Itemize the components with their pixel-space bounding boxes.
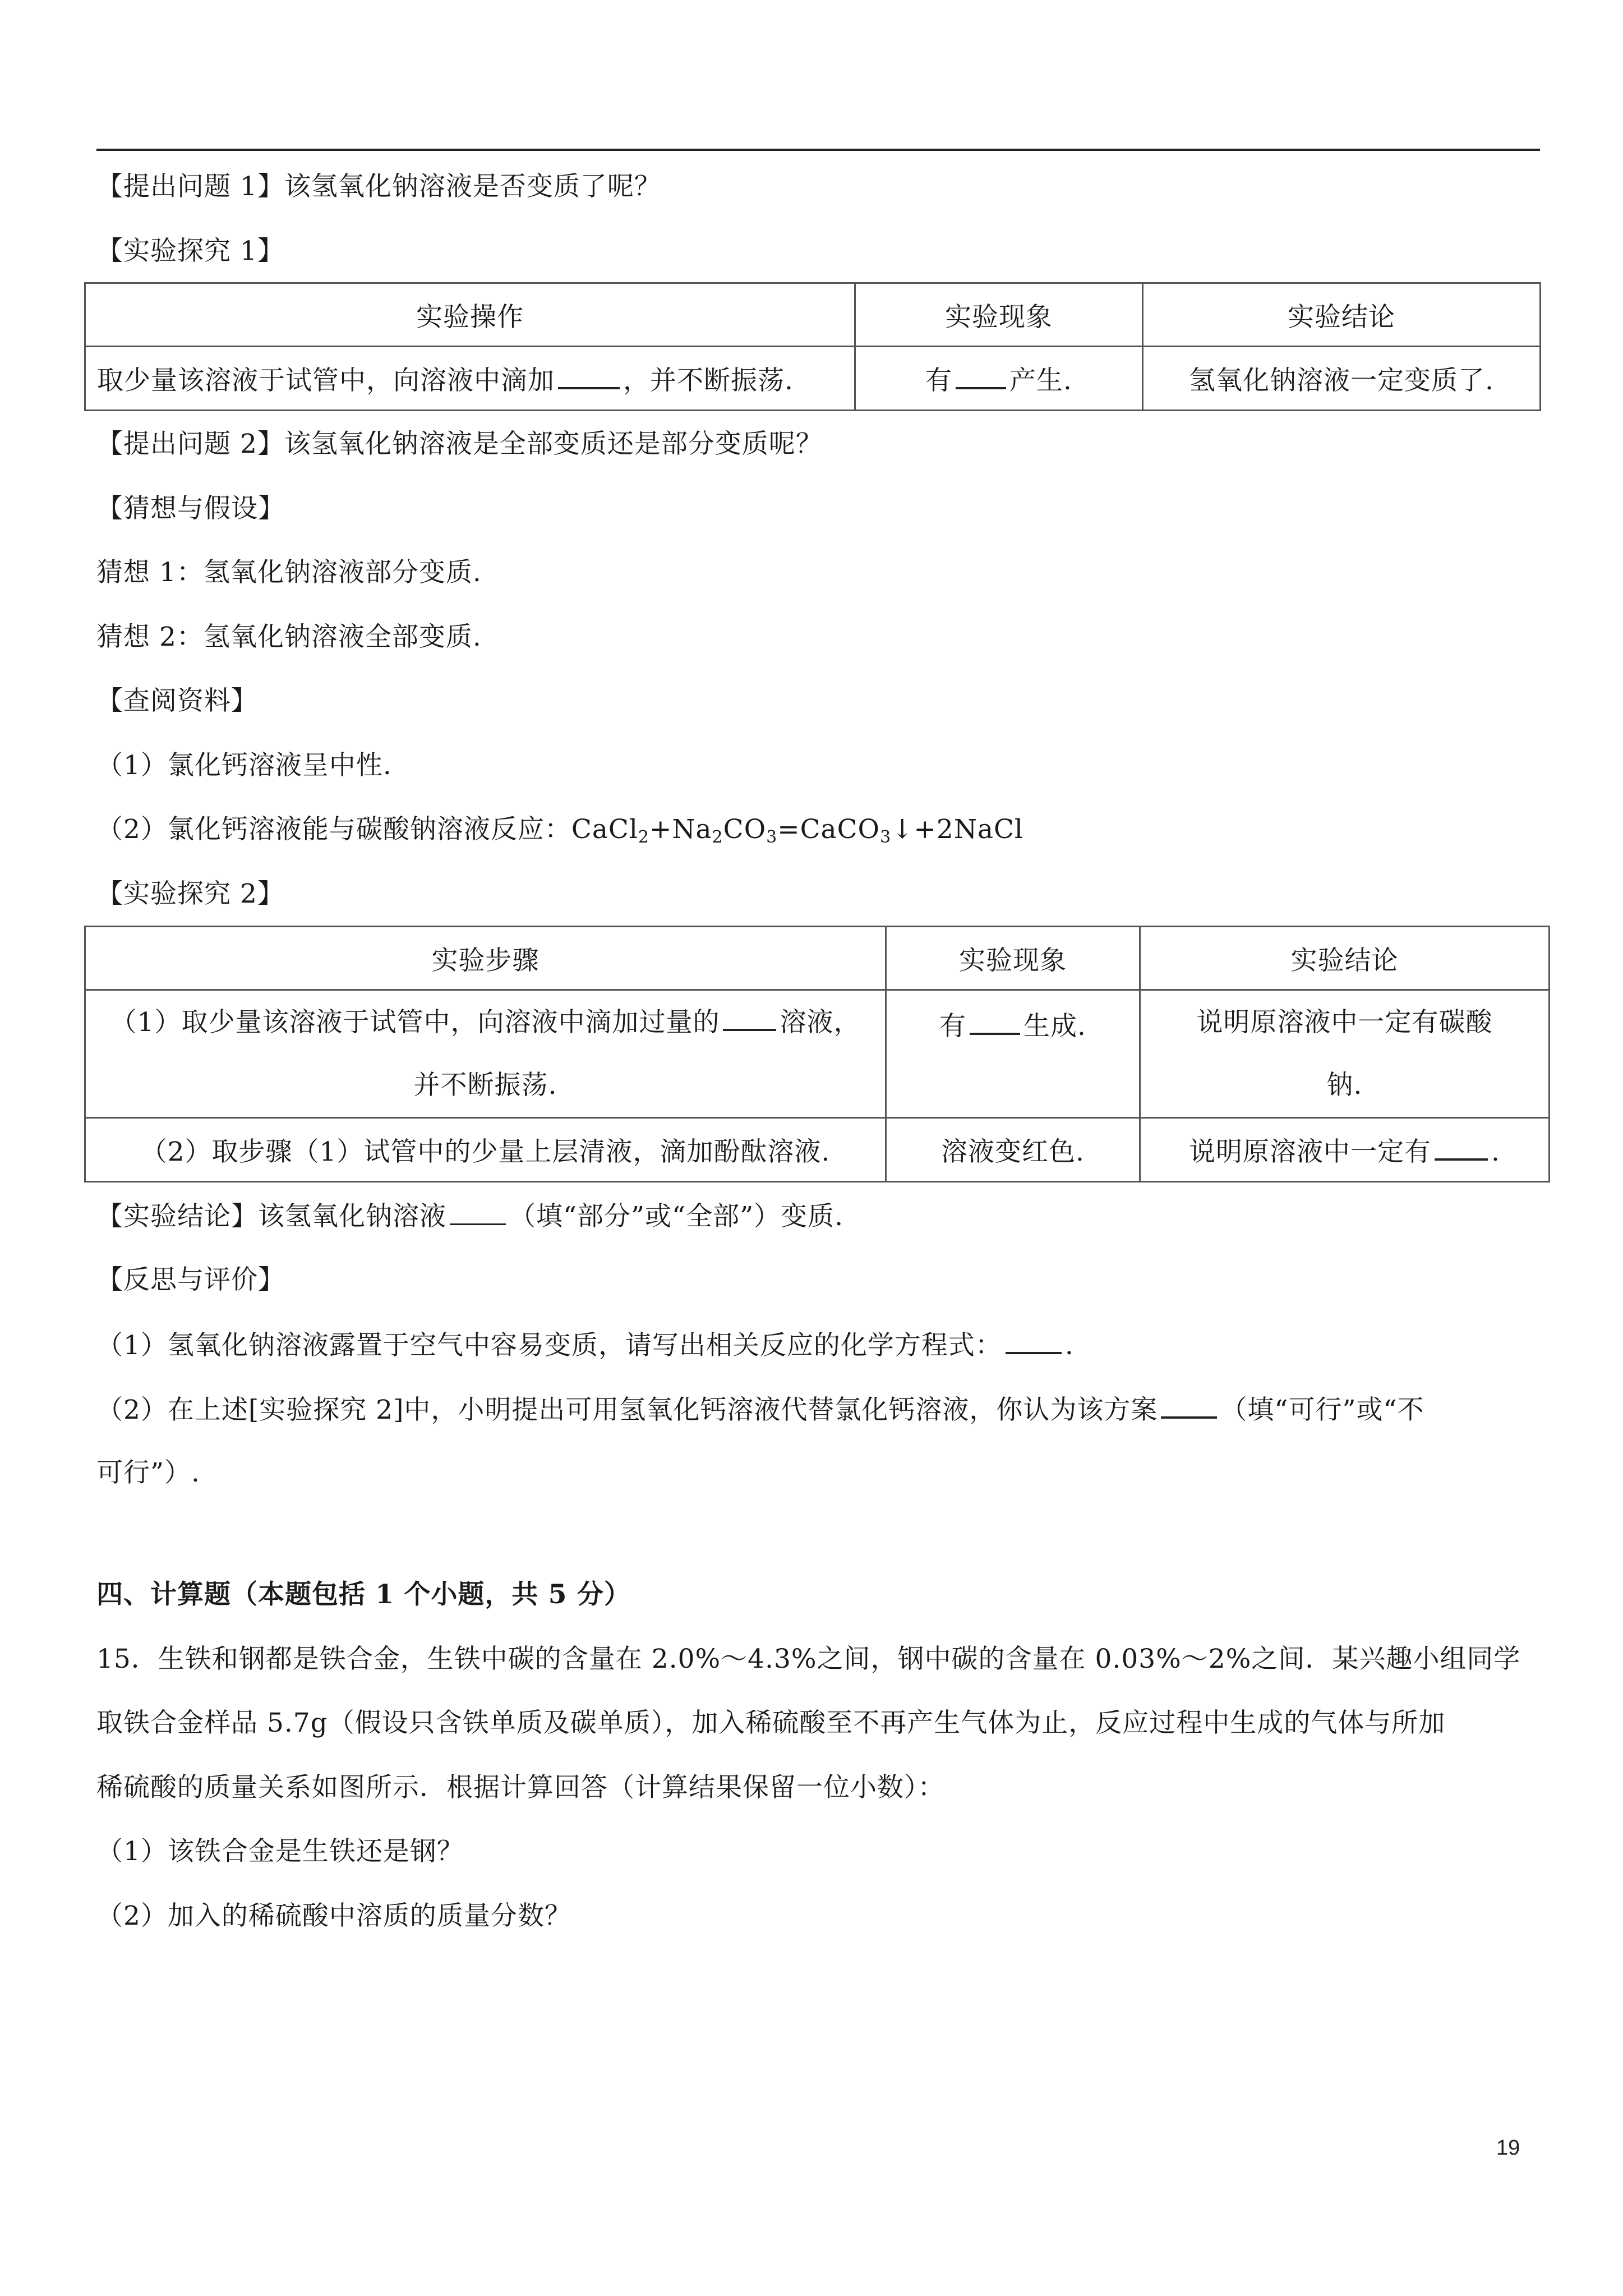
step-1-phenomenon-cell: 有 生成. bbox=[886, 990, 1140, 1118]
hypothesis-1: 猜想 1：氢氧化钠溶液部分变质. bbox=[96, 557, 482, 588]
section-4-title: 四、计算题（本题包括 1 个小题，共 5 分） bbox=[96, 1579, 631, 1610]
question-15-sub-1: （1）该铁合金是生铁还是钢？ bbox=[96, 1836, 464, 1867]
table-header-row bbox=[85, 283, 1541, 347]
reflection-2: （2）在上述[实验探究 2]中，小明提出可用氢氧化钙溶液代替氯化钙溶液，你认为该方案 （填“可行”或“不 bbox=[96, 1392, 1424, 1427]
header-phenomenon: 实验现象 bbox=[886, 927, 1140, 990]
conclusion-cell: 氢氧化钠溶液一定变质了. bbox=[1143, 347, 1541, 411]
reflection-title: 【反思与评价】 bbox=[96, 1264, 285, 1295]
reference-2: （2）氯化钙溶液能与碳酸钠溶液反应：$CaCl_2+Na_2CO_3=CaCO_3↓+2NaCl$ bbox=[96, 814, 1023, 847]
experiment-1-table bbox=[84, 282, 1541, 411]
question-15-line-2: 取铁合金样品 5.7g（假设只含铁单质及碳单质），加入稀硫酸至不再产生气体为止，反应过程中生成的气体与所加 bbox=[96, 1708, 1446, 1738]
header-rule bbox=[96, 149, 1540, 151]
step-1-conclusion-cell: 说明原溶液中一定有碳酸 钠. bbox=[1140, 990, 1550, 1118]
answer-blank bbox=[450, 1199, 506, 1225]
experiment-2-table bbox=[84, 926, 1550, 1182]
answer-blank bbox=[1435, 1134, 1488, 1161]
header-conclusion: 实验结论 bbox=[1143, 283, 1541, 347]
question-2-title: 【提出问题 2】该氢氧化钠溶液是全部变质还是部分变质呢？ bbox=[96, 429, 823, 459]
phenomenon-cell: 有 产生. bbox=[855, 347, 1143, 411]
question-15-line-3: 稀硫酸的质量关系如图所示．根据计算回答（计算结果保留一位小数）： bbox=[96, 1772, 945, 1803]
question-1-title: 【提出问题 1】该氢氧化钠溶液是否变质了呢？ bbox=[96, 171, 661, 202]
answer-blank bbox=[1161, 1392, 1217, 1419]
step-2-phenomenon-cell: 溶液变红色. bbox=[886, 1118, 1140, 1182]
step-2-cell: （2）取步骤（1）试管中的少量上层清液，滴加酚酞溶液. bbox=[85, 1118, 886, 1182]
reflection-2-continued: 可行”）. bbox=[96, 1457, 200, 1488]
answer-blank bbox=[723, 1004, 776, 1031]
hypothesis-2: 猜想 2：氢氧化钠溶液全部变质. bbox=[96, 622, 482, 652]
experiment-conclusion: 【实验结论】该氢氧化钠溶液 （填“部分”或“全部”）变质. bbox=[96, 1199, 843, 1234]
header-conclusion: 实验结论 bbox=[1140, 927, 1550, 990]
answer-blank bbox=[970, 1008, 1020, 1035]
table-row bbox=[85, 1118, 1550, 1182]
question-15-line-1: 15．生铁和钢都是铁合金，生铁中碳的含量在 2.0%～4.3%之间，钢中碳的含量在 0.03%～2%之间．某兴趣小组同学 bbox=[96, 1644, 1521, 1674]
table-row bbox=[85, 347, 1541, 411]
table-row bbox=[85, 990, 1550, 1118]
operation-cell: 取少量该溶液于试管中，向溶液中滴加 ，并不断振荡. bbox=[85, 347, 855, 411]
header-operation: 实验操作 bbox=[85, 283, 855, 347]
answer-blank bbox=[1006, 1327, 1062, 1354]
table-header-row bbox=[85, 927, 1550, 990]
reference-1: （1）氯化钙溶液呈中性. bbox=[96, 750, 392, 781]
page-number: 19 bbox=[1496, 2136, 1520, 2160]
header-phenomenon: 实验现象 bbox=[855, 283, 1143, 347]
experiment-2-title: 【实验探究 2】 bbox=[96, 878, 284, 909]
answer-blank bbox=[956, 362, 1006, 389]
reflection-1: （1）氢氧化钠溶液露置于空气中容易变质，请写出相关反应的化学方程式： . bbox=[96, 1327, 1074, 1363]
answer-blank bbox=[558, 362, 620, 389]
header-steps: 实验步骤 bbox=[85, 927, 886, 990]
experiment-1-title: 【实验探究 1】 bbox=[96, 236, 284, 266]
step-1-cell: （1）取少量该溶液于试管中，向溶液中滴加过量的 溶液， 并不断振荡. bbox=[85, 990, 886, 1118]
step-2-conclusion-cell: 说明原溶液中一定有 . bbox=[1140, 1118, 1550, 1182]
question-15-sub-2: （2）加入的稀硫酸中溶质的质量分数？ bbox=[96, 1901, 571, 1931]
hypothesis-title: 【猜想与假设】 bbox=[96, 493, 285, 524]
reference-title: 【查阅资料】 bbox=[96, 685, 258, 716]
chemical-equation: $CaCl_2+Na_2CO_3=CaCO_3↓+2NaCl$ bbox=[571, 814, 1023, 847]
